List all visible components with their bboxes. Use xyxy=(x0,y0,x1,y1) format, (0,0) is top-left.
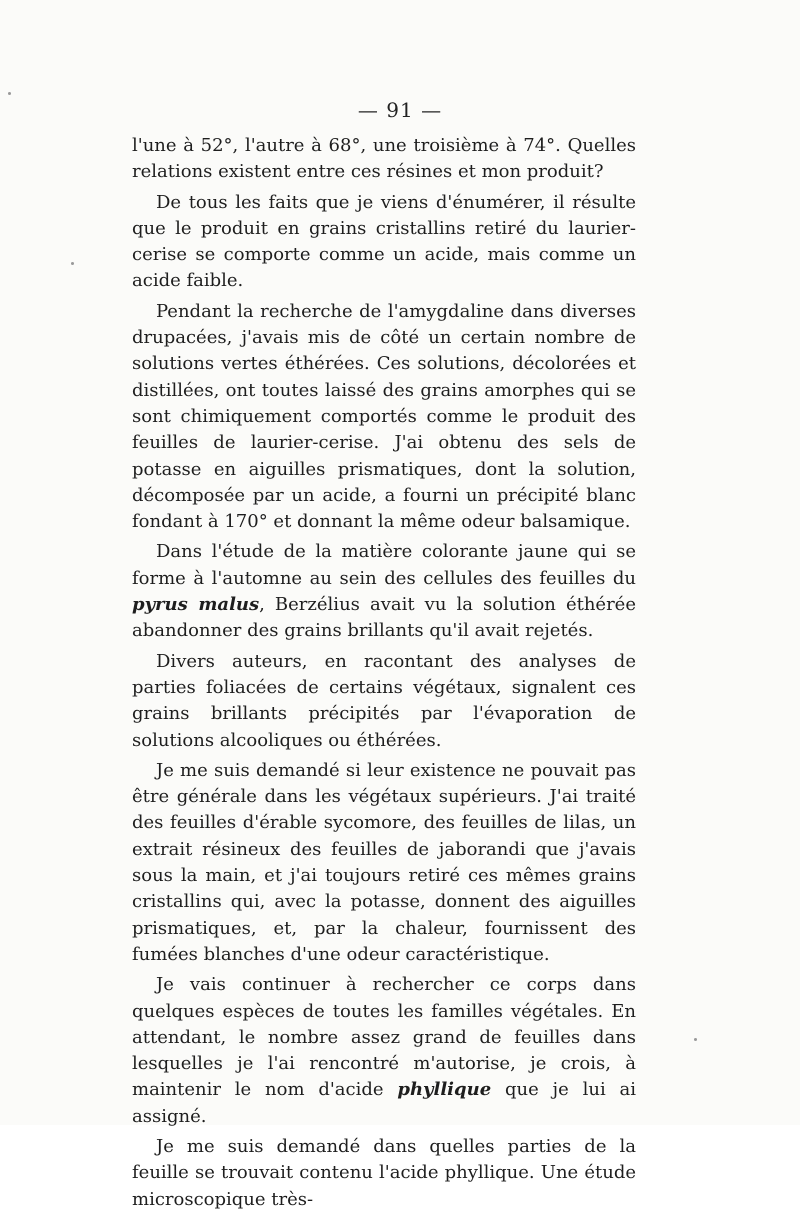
paper-speck xyxy=(8,92,11,95)
paragraph-7-text-before: Je vais continuer à rechercher ce corps dans quelques espèces de toutes les familles végétales. En attendant, le nombre assez grand de feuilles dans lesquelles je l'ai rencontré m'autorise, je crois, à maintenir le nom d'acide xyxy=(132,974,636,1101)
paper-speck xyxy=(71,262,74,265)
paragraph-4-latin-name: pyrus malus xyxy=(132,594,260,616)
paragraph-6: Je me suis demandé si leur existence ne pouvait pas être générale dans les végétaux supérieurs. J'ai traité des feuilles d'érable sycomore, des feuilles de lilas, un extrait résineux des feuilles de jaborandi que j'avais sous la main, et j'ai toujours retiré ces mêmes grains cristallins qui, avec la potasse, donnent des aiguilles prismatiques, et, par la chaleur, fournissent des fumées blanches d'une odeur caractéristique. xyxy=(132,759,636,965)
paragraph-5: Divers auteurs, en racontant des analyses de parties foliacées de certains végétaux, signalent ces grains brillants précipités par l'évaporation de solutions alcooliques ou éthérées. xyxy=(132,650,636,751)
paragraph-7-text-after: que je lui ai assigné. xyxy=(132,1079,637,1127)
paragraph-7 xyxy=(132,972,636,1130)
paragraph-2: De tous les faits que je viens d'énumérer, il résulte que le produit en grains cristallins retiré du laurier-cerise se comporte comme un acide, mais comme un acide faible. xyxy=(132,191,636,292)
paragraph-3: Pendant la recherche de l'amygdaline dans diverses drupacées, j'avais mis de côté un certain nombre de solutions vertes éthérées. Ces solutions, décolorées et distillées, ont toutes laissé des grains amorphes qui se sont chimiquement comportés comme le produit des feuilles de laurier-cerise. J'ai obtenu des sels de potasse en aiguilles prismatiques, dont la solution, décomposée par un acide, a fourni un précipité blanc fondant à 170° et donnant la même odeur balsamique. xyxy=(132,300,636,533)
paragraph-4-text-before: Dans l'étude de la matière colorante jaune qui se forme à l'automne au sein des cellules des feuilles du xyxy=(132,541,636,589)
paragraph-1: l'une à 52°, l'autre à 68°, une troisième à 74°. Quelles relations existent entre ces résines et mon produit? xyxy=(132,135,636,183)
body-text xyxy=(132,133,636,1213)
paper-speck xyxy=(694,1038,697,1041)
paragraph-4-text-after: , Berzélius avait vu la solution éthérée abandonner des grains brillants qu'il avait rejetés. xyxy=(132,594,636,642)
paragraph-7-acid-name: phyllique xyxy=(397,1079,492,1101)
page-number: — 91 — xyxy=(357,98,443,122)
paragraph-8: Je me suis demandé dans quelles parties de la feuille se trouvait contenu l'acide phyllique. Une étude microscopique très- xyxy=(132,1135,636,1210)
paragraph-4 xyxy=(132,539,636,644)
